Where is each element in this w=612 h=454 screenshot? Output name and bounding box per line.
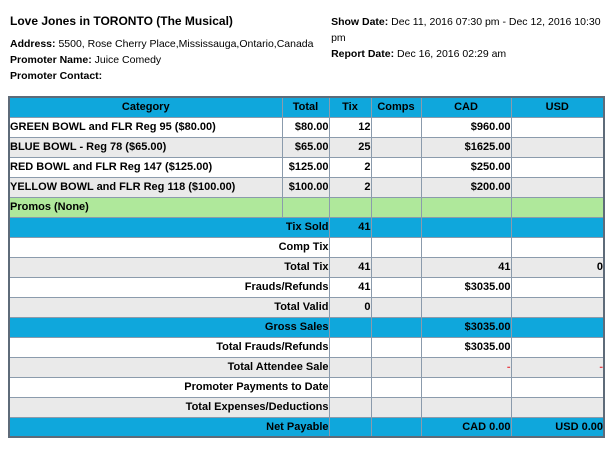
column-header-total: Total <box>282 97 329 117</box>
usd-cell <box>511 337 604 357</box>
show-date-label: Show Date: <box>331 16 389 28</box>
summary-row-frauds-refunds <box>9 277 604 297</box>
promoter-contact-label: Promoter Contact: <box>10 70 103 82</box>
usd-cell <box>511 177 604 197</box>
report-header <box>0 0 612 84</box>
summary-label: Frauds/Refunds <box>9 277 329 297</box>
tix-cell: 0 <box>329 297 371 317</box>
tix-cell: 41 <box>329 257 371 277</box>
comps-cell <box>371 137 421 157</box>
cad-cell: $3035.00 <box>421 277 511 297</box>
empty-cell <box>511 197 604 217</box>
summary-label: Gross Sales <box>9 317 329 337</box>
sales-report-table <box>8 96 605 438</box>
usd-cell <box>511 317 604 337</box>
empty-cell <box>329 197 371 217</box>
tix-cell <box>329 357 371 377</box>
summary-label: Promoter Payments to Date <box>9 377 329 397</box>
tix-cell: 2 <box>329 157 371 177</box>
cad-cell: $250.00 <box>421 157 511 177</box>
column-header-cad: CAD <box>421 97 511 117</box>
summary-label: Total Attendee Sale <box>9 357 329 377</box>
cad-cell: $200.00 <box>421 177 511 197</box>
comps-cell <box>371 297 421 317</box>
event-title: Love Jones in TORONTO (The Musical) <box>10 14 233 28</box>
column-header-usd: USD <box>511 97 604 117</box>
comps-cell <box>371 357 421 377</box>
cad-cell-negative: - <box>421 357 511 377</box>
usd-cell: 0 <box>511 257 604 277</box>
summary-row-total-frauds-refunds <box>9 337 604 357</box>
cad-cell <box>421 377 511 397</box>
table-row <box>9 177 604 197</box>
comps-cell <box>371 417 421 437</box>
promoter-name-line <box>10 52 331 68</box>
show-date-value: Dec 11, 2016 07:30 pm - Dec 12, 2016 10:30 pm <box>331 16 601 44</box>
total-cell: $100.00 <box>282 177 329 197</box>
usd-cell <box>511 277 604 297</box>
address-label: Address: <box>10 38 56 50</box>
summary-label: Total Frauds/Refunds <box>9 337 329 357</box>
comps-cell <box>371 177 421 197</box>
column-header-category: Category <box>9 97 282 117</box>
summary-row-total-tix <box>9 257 604 277</box>
summary-label: Comp Tix <box>9 237 329 257</box>
tix-cell: 25 <box>329 137 371 157</box>
tix-cell <box>329 417 371 437</box>
summary-label: Total Tix <box>9 257 329 277</box>
tix-cell: 2 <box>329 177 371 197</box>
event-info <box>10 12 331 84</box>
usd-cell <box>511 237 604 257</box>
tix-cell <box>329 237 371 257</box>
category-cell: BLUE BOWL - Reg 78 ($65.00) <box>9 137 282 157</box>
comps-cell <box>371 217 421 237</box>
report-date-line <box>331 46 612 62</box>
table-row <box>9 117 604 137</box>
tix-cell <box>329 337 371 357</box>
category-cell: YELLOW BOWL and FLR Reg 118 ($100.00) <box>9 177 282 197</box>
summary-label: Tix Sold <box>9 217 329 237</box>
comps-cell <box>371 337 421 357</box>
tix-cell <box>329 397 371 417</box>
column-header-tix: Tix <box>329 97 371 117</box>
comps-cell <box>371 317 421 337</box>
table-header-row <box>9 97 604 117</box>
cad-cell <box>421 217 511 237</box>
cad-cell: $3035.00 <box>421 337 511 357</box>
comps-cell <box>371 257 421 277</box>
usd-cell-negative: - <box>511 357 604 377</box>
cad-cell: 41 <box>421 257 511 277</box>
total-cell: $125.00 <box>282 157 329 177</box>
comps-cell <box>371 377 421 397</box>
usd-cell: USD 0.00 <box>511 417 604 437</box>
total-cell: $80.00 <box>282 117 329 137</box>
cad-cell: CAD 0.00 <box>421 417 511 437</box>
usd-cell <box>511 397 604 417</box>
tix-cell <box>329 317 371 337</box>
comps-cell <box>371 397 421 417</box>
empty-cell <box>421 197 511 217</box>
tix-cell: 41 <box>329 277 371 297</box>
report-date-label: Report Date: <box>331 48 395 60</box>
promoter-name-label: Promoter Name: <box>10 54 92 66</box>
usd-cell <box>511 297 604 317</box>
usd-cell <box>511 117 604 137</box>
category-cell: RED BOWL and FLR Reg 147 ($125.00) <box>9 157 282 177</box>
address-value: 5500, Rose Cherry Place,Mississauga,Ontario,Canada <box>58 38 314 50</box>
summary-row-tix-sold <box>9 217 604 237</box>
report-date-value: Dec 16, 2016 02:29 am <box>397 48 507 60</box>
usd-cell <box>511 377 604 397</box>
comps-cell <box>371 117 421 137</box>
usd-cell <box>511 137 604 157</box>
category-cell: GREEN BOWL and FLR Reg 95 ($80.00) <box>9 117 282 137</box>
empty-cell <box>282 197 329 217</box>
cad-cell <box>421 397 511 417</box>
cad-cell: $1625.00 <box>421 137 511 157</box>
column-header-comps: Comps <box>371 97 421 117</box>
comps-cell <box>371 237 421 257</box>
date-info <box>331 12 612 84</box>
cad-cell: $3035.00 <box>421 317 511 337</box>
address-line <box>10 36 331 52</box>
summary-row-total-valid <box>9 297 604 317</box>
summary-row-comp-tix <box>9 237 604 257</box>
cad-cell <box>421 237 511 257</box>
summary-label: Total Valid <box>9 297 329 317</box>
summary-row-gross-sales <box>9 317 604 337</box>
cad-cell <box>421 297 511 317</box>
summary-row-net-payable <box>9 417 604 437</box>
tix-cell: 41 <box>329 217 371 237</box>
promoter-contact-line <box>10 68 331 84</box>
comps-cell <box>371 277 421 297</box>
promos-row <box>9 197 604 217</box>
show-date-line <box>331 14 612 46</box>
comps-cell <box>371 157 421 177</box>
tix-cell: 12 <box>329 117 371 137</box>
summary-label: Net Payable <box>9 417 329 437</box>
table-row <box>9 157 604 177</box>
promoter-name-value: Juice Comedy <box>94 54 162 66</box>
summary-row-total-expenses <box>9 397 604 417</box>
total-cell: $65.00 <box>282 137 329 157</box>
empty-cell <box>371 197 421 217</box>
usd-cell <box>511 157 604 177</box>
usd-cell <box>511 217 604 237</box>
summary-label: Total Expenses/Deductions <box>9 397 329 417</box>
cad-cell: $960.00 <box>421 117 511 137</box>
promos-label: Promos (None) <box>9 197 282 217</box>
summary-row-total-attendee-sale <box>9 357 604 377</box>
tix-cell <box>329 377 371 397</box>
table-row <box>9 137 604 157</box>
summary-row-promoter-payments <box>9 377 604 397</box>
